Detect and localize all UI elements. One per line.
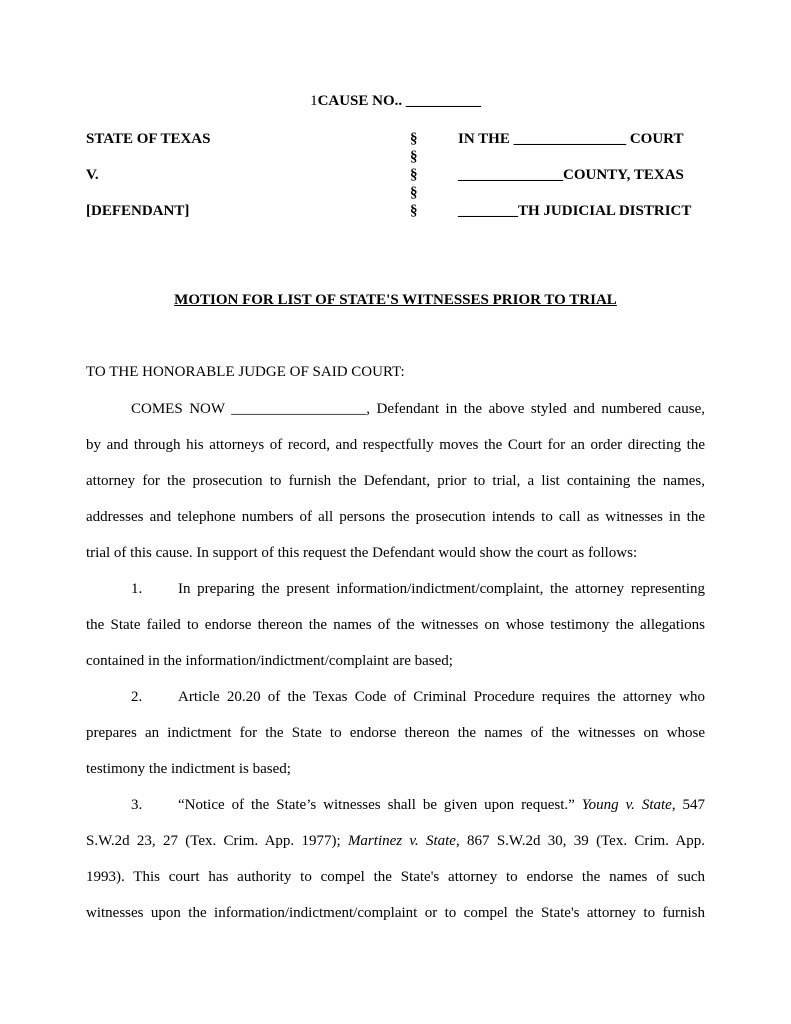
section-symbol: § [410,203,418,219]
caption-court: IN THE _______________ COURT [458,131,684,147]
body-text: “Notice of the State’s witnesses shall be given upon request.” [178,797,582,813]
body-line [86,833,705,850]
body-line: the State failed to endorse thereon the names of the witnesses on whose testimony the allegations [86,617,705,633]
caption-defendant: [DEFENDANT] [86,203,190,219]
numbered-item-3 [131,797,705,814]
section-symbol: § [410,185,418,201]
body-line: 1993). This court has authority to compel the State's attorney to endorse the names of such [86,869,705,885]
body-line: witnesses upon the information/indictment/complaint or to compel the State's attorney to furnish [86,905,705,921]
cause-label: CAUSE NO.. __________ [317,93,481,109]
cause-number [0,93,791,110]
section-symbol: § [410,131,418,147]
caption-county: ______________COUNTY, TEXAS [458,167,684,183]
body-line: addresses and telephone numbers of all persons the prosecution intends to call as witnesses in the [86,509,705,525]
body-text: In preparing the present information/indictment/complaint, the attorney representing [178,581,705,597]
body-line: attorney for the prosecution to furnish the Defendant, prior to trial, a list containing the names, [86,473,705,489]
body-line: trial of this cause. In support of this request the Defendant would show the court as follows: [86,545,638,561]
section-symbol: § [410,167,418,183]
salutation: TO THE HONORABLE JUDGE OF SAID COURT: [86,364,405,380]
body-text: Article 20.20 of the Texas Code of Criminal Procedure requires the attorney who [178,689,705,705]
body-line: by and through his attorneys of record, and respectfully moves the Court for an order directing the [86,437,705,453]
item-number: 3. [131,797,143,813]
citation: S.W.2d 23, 27 (Tex. Crim. App. 1977); [86,833,348,849]
citation: , 867 S.W.2d 30, 39 (Tex. Crim. App. [455,833,706,849]
case-name: Young v. State [581,797,672,813]
caption-versus: V. [86,167,99,183]
body-line: prepares an indictment for the State to endorse thereon the names of the witnesses on whose [86,725,705,741]
numbered-item-2 [131,689,705,706]
section-symbol: § [410,149,418,165]
caption-plaintiff: STATE OF TEXAS [86,131,211,147]
citation: , 547 [671,797,705,813]
case-name: Martinez v. State [347,833,456,849]
numbered-item-1 [131,581,705,598]
body-line: COMES NOW __________________, Defendant in the above styled and numbered cause, [131,401,705,417]
body-line: contained in the information/indictment/complaint are based; [86,653,453,669]
body-line: testimony the indictment is based; [86,761,291,777]
cause-footnote-number: 1 [310,93,318,109]
item-number: 1. [131,581,143,597]
item-number: 2. [131,689,143,705]
motion-title: MOTION FOR LIST OF STATE'S WITNESSES PRIOR TO TRIAL [174,292,617,308]
caption-district: ________TH JUDICIAL DISTRICT [458,203,692,219]
